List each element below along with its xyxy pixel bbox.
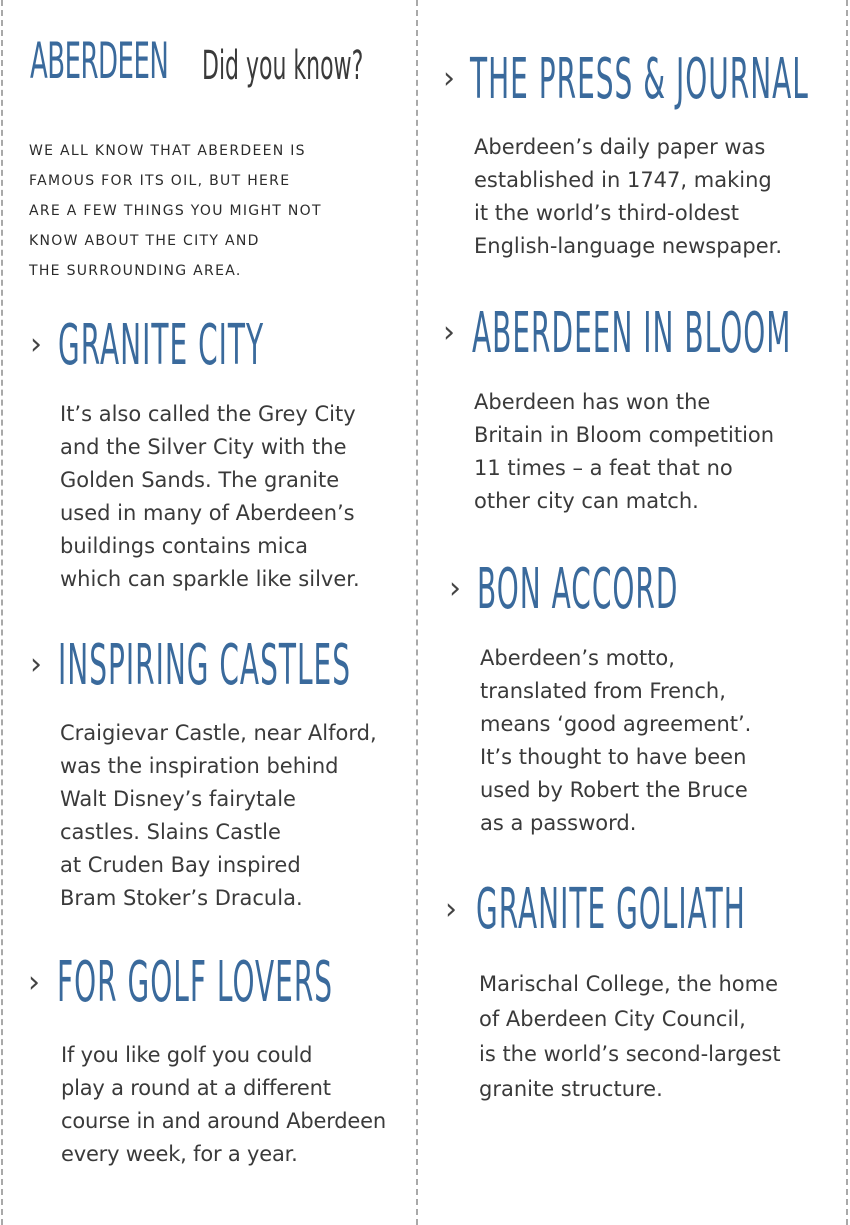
fact-text-granite-city: It’s also called the Grey City and the Silver City with the Golden Sands. The granite used in many of Aberdeen’s buildings contains mica which can sparkle like silver. bbox=[60, 402, 360, 591]
chevron-right-icon: › bbox=[30, 327, 42, 362]
fact-heading-granite-city: GRANITE CITY bbox=[58, 313, 265, 378]
chevron-right-icon: › bbox=[445, 892, 457, 927]
fact-text-golf-lovers: If you like golf you could play a round at a different course in and around Aberdeen every week, for a year. bbox=[61, 1043, 386, 1166]
chevron-right-icon: › bbox=[449, 571, 461, 606]
fact-heading-granite-goliath: GRANITE GOLIATH bbox=[476, 877, 746, 942]
fact-text-inspiring-castles: Craigievar Castle, near Alford, was the inspiration behind Walt Disney’s fairytale castles. Slains Castle at Cruden Bay inspired Bram Stoker’s Dracula. bbox=[60, 721, 377, 910]
page-title bbox=[30, 32, 400, 116]
fact-heading-press-journal: THE PRESS & JOURNAL bbox=[470, 47, 809, 112]
title-subtitle: Did you know? bbox=[202, 43, 364, 89]
fact-text-granite-goliath: Marischal College, the home of Aberdeen City Council, is the world’s second-largest granite structure. bbox=[479, 972, 781, 1101]
right-dashed-border bbox=[846, 0, 848, 1225]
fact-heading-bon-accord: BON ACCORD bbox=[477, 557, 679, 622]
chevron-right-icon: › bbox=[443, 61, 455, 96]
fact-heading-golf-lovers: FOR GOLF LOVERS bbox=[57, 950, 334, 1015]
center-dashed-divider bbox=[416, 0, 418, 1225]
intro-text: WE ALL KNOW THAT ABERDEEN IS FAMOUS FOR ITS OIL, BUT HERE ARE A FEW THINGS YOU MIGHT NOT KNOW ABOUT THE CITY AND THE SURROUNDING AREA. bbox=[29, 143, 322, 279]
fact-heading-inspiring-castles: INSPIRING CASTLES bbox=[58, 633, 352, 698]
fact-text-bon-accord: Aberdeen’s motto, translated from French, means ‘good agreement’. It’s thought to have been used by Robert the Bruce as a password. bbox=[480, 646, 752, 835]
fact-text-aberdeen-bloom: Aberdeen has won the Britain in Bloom competition 11 times – a feat that no other city can match. bbox=[474, 390, 775, 513]
title-main: ABERDEEN bbox=[30, 32, 169, 90]
chevron-right-icon: › bbox=[30, 647, 42, 682]
chevron-right-icon: › bbox=[443, 315, 455, 350]
left-dashed-border bbox=[1, 0, 3, 1225]
fact-heading-aberdeen-bloom: ABERDEEN IN BLOOM bbox=[472, 301, 792, 366]
chevron-right-icon: › bbox=[28, 965, 40, 1000]
fact-text-press-journal: Aberdeen’s daily paper was established in 1747, making it the world’s third-oldest English-language newspaper. bbox=[474, 135, 783, 258]
